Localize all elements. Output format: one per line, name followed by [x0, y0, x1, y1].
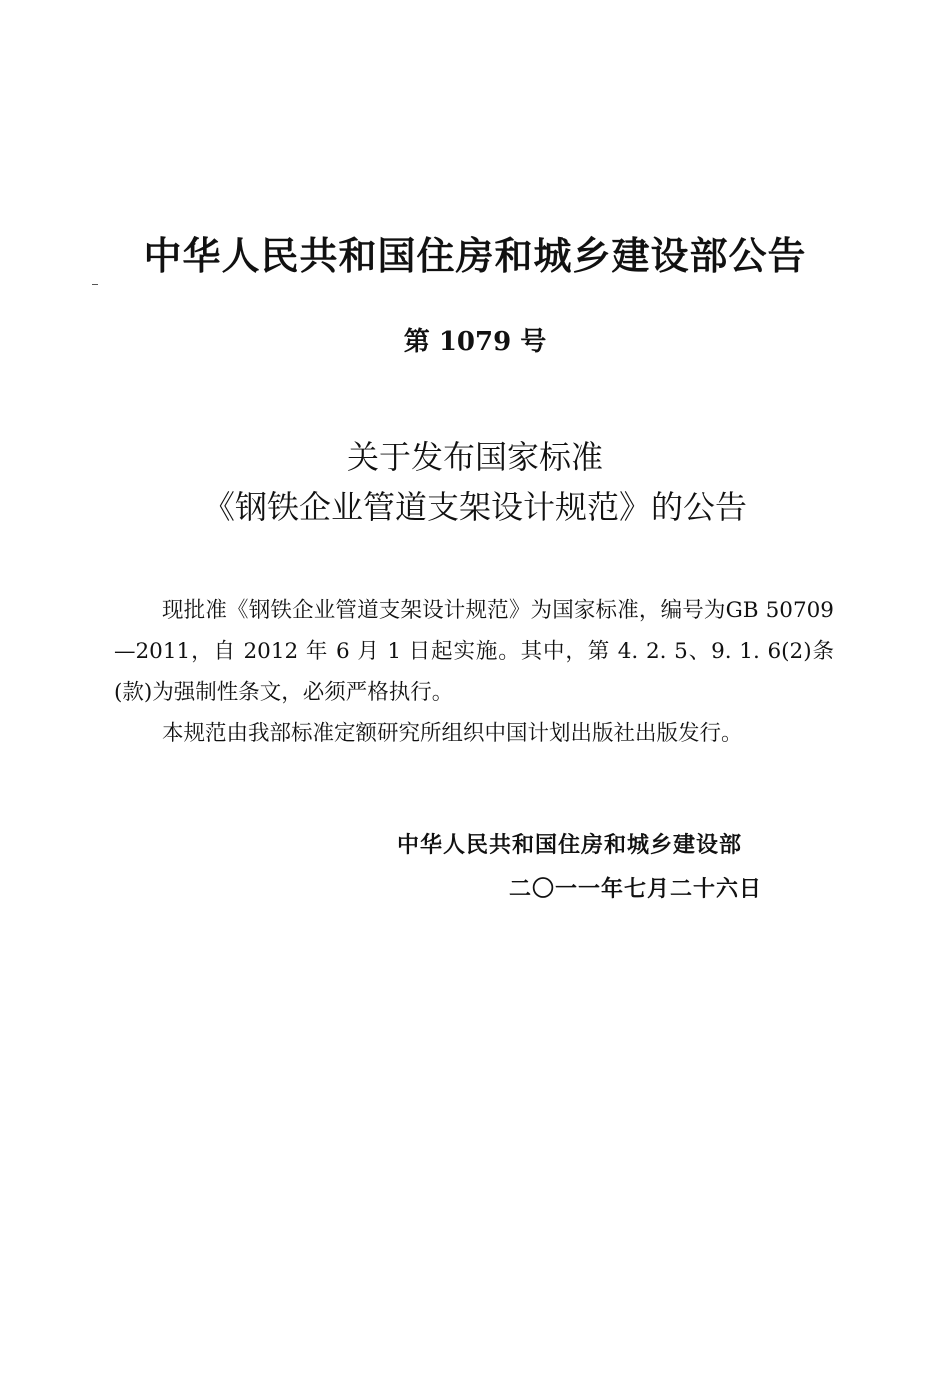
notice-subject: [0, 432, 950, 532]
body-paragraph-approval: 现批准《钢铁企业管道支架设计规范》为国家标准，编号为GB 50709—2011，自 2012 年 6 月 1 日起实施。其中，第 4. 2. 5、9. 1. 6(2)条(款)为强制性条文，必须严格执行。: [114, 598, 834, 705]
ministry-title: 中华人民共和国住房和城乡建设部公告: [143, 234, 807, 278]
subject-line-1: 关于发布国家标准: [346, 438, 603, 476]
body-paragraph-publication: 本规范由我部标准定额研究所组织中国计划出版社出版发行。: [162, 721, 743, 746]
margin-mark: [92, 284, 98, 285]
signature-block: [397, 824, 762, 912]
notice-number: 第 1079 号: [403, 327, 547, 357]
subject-line-2: 《钢铁企业管道支架设计规范》的公告: [202, 488, 747, 526]
issue-date: 二〇一一年七月二十六日: [509, 877, 763, 902]
issuer-name: 中华人民共和国住房和城乡建设部: [397, 833, 743, 858]
notice-body: [114, 590, 834, 754]
